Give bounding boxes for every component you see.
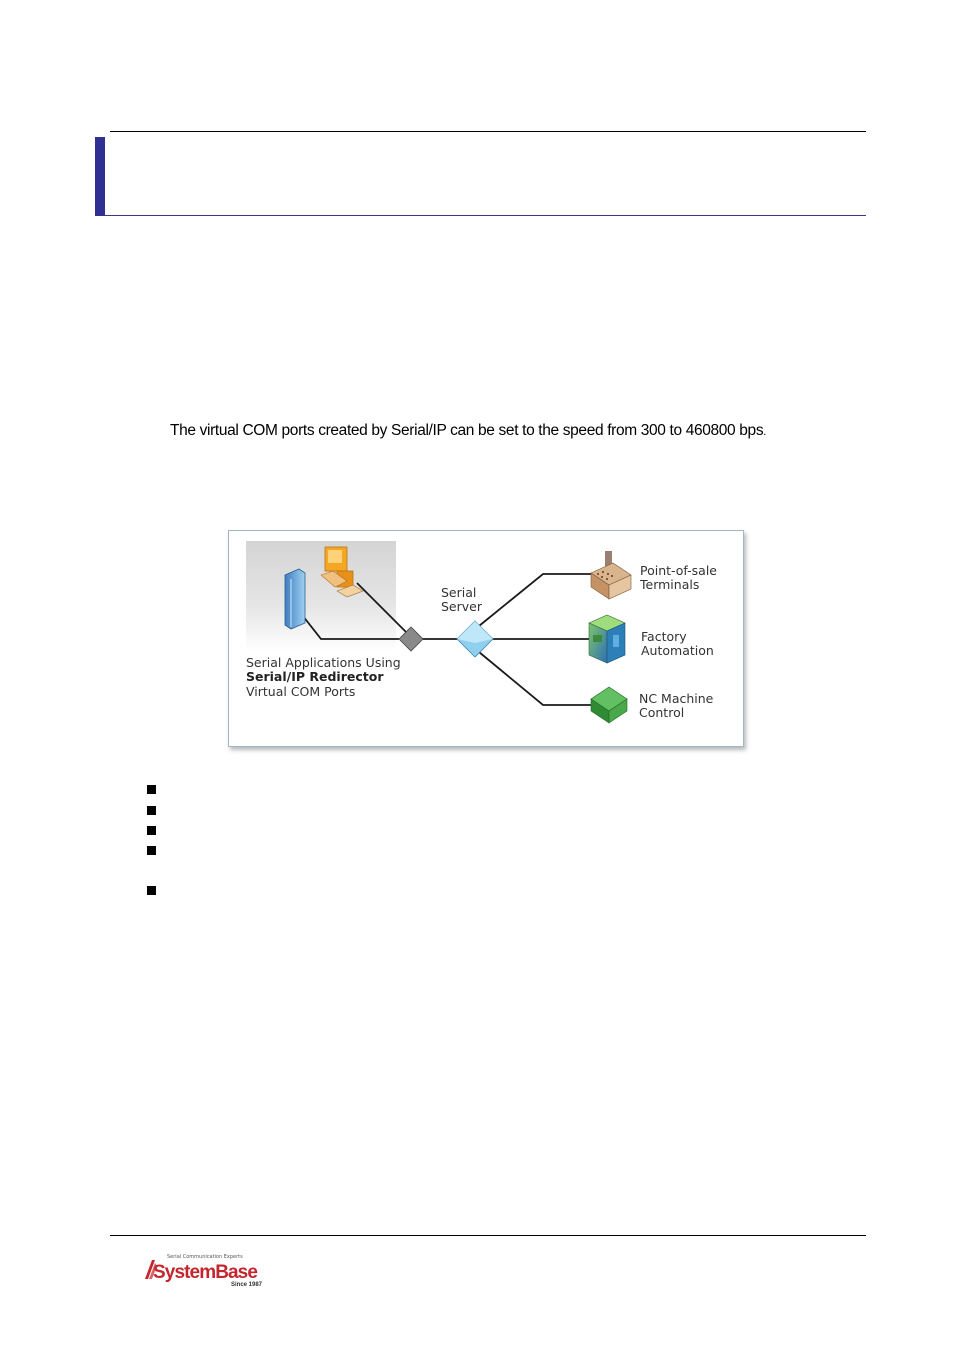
- serial-server-icon: [457, 621, 493, 657]
- logo-since: Since 1987: [231, 1282, 263, 1288]
- systembase-logo-graphic: [143, 1250, 273, 1290]
- factory-label-line1: Factory: [641, 629, 687, 644]
- logo-tagline: Serial Communication Experts: [167, 1254, 243, 1260]
- point-of-sale-icon: [591, 551, 631, 599]
- nc-line: [479, 652, 597, 705]
- left-caption-line1: Serial Applications Using: [246, 655, 401, 670]
- logo-name: SystemBase: [153, 1262, 258, 1283]
- factory-label-line2: Automation: [641, 643, 714, 658]
- bullet-marker-2: [147, 806, 156, 815]
- virtual-port-connector-icon: [399, 627, 423, 651]
- bullet-marker-5: [147, 886, 156, 895]
- left-caption-line3: Virtual COM Ports: [246, 684, 356, 699]
- factory-automation-icon: [589, 615, 625, 663]
- speed-trailing-period: .: [763, 426, 766, 438]
- pos-label-line1: Point-of-sale: [640, 563, 717, 578]
- speed-text: The virtual COM ports created by Serial/IP can be set to the speed from 300 to 460800 bps: [170, 422, 764, 439]
- footer-rule: [110, 1235, 866, 1236]
- systembase-logo: [143, 1250, 273, 1290]
- bullet-marker-4: [147, 846, 156, 855]
- section-title-bar: [95, 137, 105, 216]
- header-rule: [110, 131, 866, 132]
- bullet-marker-1: [147, 785, 156, 794]
- server-label-line1: Serial: [441, 585, 477, 600]
- nc-label-line2: Control: [639, 705, 685, 720]
- nc-machine-icon: [591, 687, 627, 723]
- nc-label-line1: NC Machine: [639, 691, 714, 706]
- bullet-marker-3: [147, 826, 156, 835]
- pos-label-line2: Terminals: [640, 577, 700, 592]
- left-caption-line2: Serial/IP Redirector: [246, 669, 384, 684]
- section-title-underline: [105, 215, 866, 216]
- speed-paragraph: [170, 422, 766, 440]
- tower-computer-icon: [285, 569, 305, 629]
- serial-ip-diagram: [228, 530, 744, 747]
- pc-group-backdrop: [246, 541, 396, 651]
- server-label-line2: Server: [441, 599, 482, 614]
- diagram-canvas: [229, 531, 743, 746]
- pos-line: [479, 574, 597, 626]
